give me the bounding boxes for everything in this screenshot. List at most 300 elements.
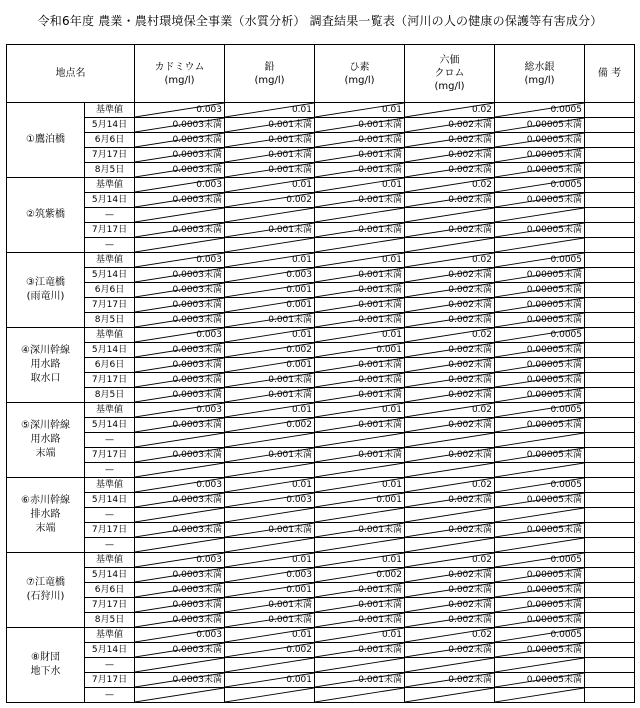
value-cell xyxy=(225,403,315,418)
sample-date: 5月14日 xyxy=(85,493,135,508)
value-cell xyxy=(495,298,585,313)
value-cell xyxy=(225,298,315,313)
value-cell xyxy=(495,628,585,643)
value-text: 0.0003未満 xyxy=(172,270,222,280)
value-text: 0.002 xyxy=(286,345,312,355)
table-row xyxy=(7,343,635,358)
value-cell xyxy=(495,568,585,583)
value-text: 0.001未満 xyxy=(358,135,402,145)
cell-slash-line xyxy=(225,433,314,447)
value-cell xyxy=(405,418,495,433)
value-cell xyxy=(495,673,585,688)
value-text: 0.003 xyxy=(196,105,222,115)
cell-slash-line xyxy=(405,463,494,477)
results-table-container xyxy=(6,44,634,700)
value-text: 0.003 xyxy=(196,555,222,565)
value-text: 0.003 xyxy=(196,405,222,415)
value-cell xyxy=(495,253,585,268)
sample-date: — xyxy=(85,508,135,523)
header-cadmium xyxy=(135,45,225,103)
value-cell xyxy=(225,103,315,118)
value-cell xyxy=(495,118,585,133)
value-text: 0.0003未満 xyxy=(172,495,222,505)
value-text: 0.0003未満 xyxy=(172,450,222,460)
table-row xyxy=(7,478,635,493)
value-cell xyxy=(135,403,225,418)
not-sampled-cell xyxy=(405,538,495,553)
table-row xyxy=(7,193,635,208)
table-row xyxy=(7,283,635,298)
value-text: 0.001未満 xyxy=(358,390,402,400)
value-text: 0.0003未満 xyxy=(172,165,222,175)
value-cell xyxy=(135,448,225,463)
remarks-cell xyxy=(585,343,635,358)
value-text: 0.00005未満 xyxy=(526,270,582,280)
cell-slash-line xyxy=(135,538,224,552)
table-row xyxy=(7,163,635,178)
table-row xyxy=(7,628,635,643)
value-cell xyxy=(225,583,315,598)
site-name: ①鷹泊橋 xyxy=(7,103,85,178)
value-cell xyxy=(495,163,585,178)
value-cell xyxy=(135,673,225,688)
value-cell xyxy=(315,163,405,178)
sample-date: 5月14日 xyxy=(85,118,135,133)
value-cell xyxy=(315,133,405,148)
sample-date: — xyxy=(85,463,135,478)
value-text: 0.01 xyxy=(291,105,312,115)
value-text: 0.0003未満 xyxy=(172,600,222,610)
table-row xyxy=(7,583,635,598)
value-cell xyxy=(225,148,315,163)
table-row xyxy=(7,178,635,193)
value-cell xyxy=(135,493,225,508)
not-sampled-cell xyxy=(225,658,315,673)
value-cell xyxy=(405,493,495,508)
value-text: 0.00005未満 xyxy=(526,420,582,430)
header-arsenic-unit: (mg/l) xyxy=(344,74,375,86)
value-cell xyxy=(315,598,405,613)
not-sampled-cell xyxy=(135,433,225,448)
value-text: 0.0003未満 xyxy=(172,615,222,625)
not-sampled-cell xyxy=(315,238,405,253)
remarks-cell xyxy=(585,568,635,583)
cell-slash-line xyxy=(135,688,224,702)
cell-slash-line xyxy=(225,508,314,522)
value-text: 0.001未満 xyxy=(358,120,402,130)
value-cell xyxy=(495,448,585,463)
value-cell xyxy=(135,418,225,433)
header-cadmium-name: カドミウム xyxy=(154,61,205,73)
remarks-cell xyxy=(585,223,635,238)
cell-slash-line xyxy=(315,688,404,702)
not-sampled-cell xyxy=(315,658,405,673)
cell-slash-line xyxy=(495,538,584,552)
not-sampled-cell xyxy=(135,658,225,673)
value-cell xyxy=(495,223,585,238)
value-text: 0.001未満 xyxy=(358,525,402,535)
sample-date: 6月6日 xyxy=(85,358,135,373)
value-text: 0.0003未満 xyxy=(172,300,222,310)
sample-date: 8月5日 xyxy=(85,613,135,628)
value-cell xyxy=(315,118,405,133)
sample-date: 8月5日 xyxy=(85,388,135,403)
cell-slash-line xyxy=(225,238,314,252)
remarks-cell xyxy=(585,193,635,208)
value-text: 0.02 xyxy=(471,105,492,115)
value-text: 0.001未満 xyxy=(358,150,402,160)
value-text: 0.001未満 xyxy=(268,150,312,160)
table-row xyxy=(7,598,635,613)
value-text: 0.00005未満 xyxy=(526,570,582,580)
value-text: 0.002未満 xyxy=(448,135,492,145)
value-cell xyxy=(405,148,495,163)
value-text: 0.0003未満 xyxy=(172,570,222,580)
value-cell xyxy=(495,328,585,343)
value-text: 0.002未満 xyxy=(448,600,492,610)
value-cell xyxy=(405,193,495,208)
value-text: 0.001 xyxy=(286,285,312,295)
cell-slash-line xyxy=(495,508,584,522)
value-cell xyxy=(135,283,225,298)
value-cell xyxy=(225,568,315,583)
value-text: 0.00005未満 xyxy=(526,315,582,325)
not-sampled-cell xyxy=(405,463,495,478)
not-sampled-cell xyxy=(315,508,405,523)
value-cell xyxy=(135,133,225,148)
value-text: 0.0003未満 xyxy=(172,135,222,145)
value-text: 0.001未満 xyxy=(268,450,312,460)
value-cell xyxy=(315,583,405,598)
value-cell xyxy=(495,313,585,328)
remarks-cell xyxy=(585,463,635,478)
remarks-cell xyxy=(585,253,635,268)
value-text: 0.003 xyxy=(196,480,222,490)
value-text: 0.002 xyxy=(286,195,312,205)
cell-slash-line xyxy=(135,238,224,252)
value-text: 0.001未満 xyxy=(268,390,312,400)
value-text: 0.001未満 xyxy=(358,615,402,625)
header-chromium-unit: (mg/l) xyxy=(434,81,465,92)
table-body xyxy=(7,103,635,703)
value-text: 0.002未満 xyxy=(448,675,492,685)
not-sampled-cell xyxy=(495,658,585,673)
not-sampled-cell xyxy=(225,433,315,448)
not-sampled-cell xyxy=(135,238,225,253)
table-row xyxy=(7,493,635,508)
remarks-cell xyxy=(585,268,635,283)
value-cell xyxy=(405,583,495,598)
results-table xyxy=(6,44,635,703)
value-text: 0.00005未満 xyxy=(526,360,582,370)
value-cell xyxy=(135,598,225,613)
table-row xyxy=(7,613,635,628)
remarks-cell xyxy=(585,358,635,373)
remarks-cell xyxy=(585,103,635,118)
table-row xyxy=(7,643,635,658)
not-sampled-cell xyxy=(495,433,585,448)
value-cell xyxy=(225,388,315,403)
value-text: 0.0003未満 xyxy=(172,315,222,325)
value-text: 0.001未満 xyxy=(358,315,402,325)
value-cell xyxy=(135,148,225,163)
cell-slash-line xyxy=(315,463,404,477)
value-text: 0.001未満 xyxy=(268,600,312,610)
value-text: 0.001未満 xyxy=(268,165,312,175)
value-cell xyxy=(405,448,495,463)
cell-slash-line xyxy=(315,538,404,552)
sample-date: 7月17日 xyxy=(85,448,135,463)
value-cell xyxy=(495,268,585,283)
value-text: 0.001未満 xyxy=(268,615,312,625)
value-text: 0.00005未満 xyxy=(526,495,582,505)
value-cell xyxy=(315,628,405,643)
value-cell xyxy=(495,613,585,628)
value-cell xyxy=(495,373,585,388)
header-lead-unit: (mg/l) xyxy=(254,74,285,86)
value-cell xyxy=(225,613,315,628)
value-cell xyxy=(135,313,225,328)
value-cell xyxy=(315,253,405,268)
value-text: 0.001 xyxy=(286,360,312,370)
value-text: 0.00005未満 xyxy=(526,675,582,685)
table-row xyxy=(7,538,635,553)
sample-date: — xyxy=(85,433,135,448)
value-text: 0.02 xyxy=(471,630,492,640)
sample-date: — xyxy=(85,688,135,703)
value-text: 0.02 xyxy=(471,330,492,340)
value-text: 0.0005 xyxy=(550,180,582,190)
remarks-cell xyxy=(585,688,635,703)
table-row xyxy=(7,433,635,448)
remarks-cell xyxy=(585,508,635,523)
site-name: ③江竜橋 (雨竜川) xyxy=(7,253,85,328)
remarks-cell xyxy=(585,553,635,568)
value-cell xyxy=(225,553,315,568)
value-cell xyxy=(315,103,405,118)
value-text: 0.002未満 xyxy=(448,300,492,310)
table-row xyxy=(7,553,635,568)
value-text: 0.002未満 xyxy=(448,360,492,370)
not-sampled-cell xyxy=(405,688,495,703)
value-text: 0.002未満 xyxy=(448,375,492,385)
value-cell xyxy=(315,373,405,388)
value-cell xyxy=(135,163,225,178)
value-text: 0.002未満 xyxy=(448,525,492,535)
value-text: 0.0005 xyxy=(550,330,582,340)
table-row xyxy=(7,103,635,118)
value-text: 0.00005未満 xyxy=(526,285,582,295)
value-cell xyxy=(405,643,495,658)
table-row xyxy=(7,238,635,253)
cell-slash-line xyxy=(495,658,584,672)
value-text: 0.001未満 xyxy=(358,600,402,610)
value-text: 0.001未満 xyxy=(268,315,312,325)
remarks-cell xyxy=(585,433,635,448)
value-text: 0.0003未満 xyxy=(172,360,222,370)
value-cell xyxy=(405,358,495,373)
cell-slash-line xyxy=(495,238,584,252)
value-text: 0.0005 xyxy=(550,630,582,640)
value-cell xyxy=(135,343,225,358)
value-cell xyxy=(405,613,495,628)
not-sampled-cell xyxy=(225,208,315,223)
header-chromium xyxy=(405,45,495,103)
value-text: 0.002 xyxy=(286,420,312,430)
table-row xyxy=(7,328,635,343)
value-cell xyxy=(315,313,405,328)
sample-date: 6月6日 xyxy=(85,283,135,298)
value-text: 0.002 xyxy=(286,645,312,655)
value-text: 0.001未満 xyxy=(358,375,402,385)
value-cell xyxy=(225,418,315,433)
table-row xyxy=(7,148,635,163)
value-cell xyxy=(405,133,495,148)
not-sampled-cell xyxy=(495,463,585,478)
table-row xyxy=(7,388,635,403)
sample-date: — xyxy=(85,658,135,673)
value-text: 0.0005 xyxy=(550,105,582,115)
value-cell xyxy=(315,328,405,343)
value-cell xyxy=(495,133,585,148)
document-title: 令和6年度 農業・農村環境保全事業（水質分析） 調査結果一覧表（河川の人の健康の保護等有害成分） xyxy=(37,14,603,28)
value-text: 0.01 xyxy=(291,555,312,565)
value-text: 0.00005未満 xyxy=(526,120,582,130)
value-text: 0.01 xyxy=(381,255,402,265)
value-cell xyxy=(495,583,585,598)
value-text: 0.01 xyxy=(381,480,402,490)
value-text: 0.0003未満 xyxy=(172,345,222,355)
value-text: 0.001未満 xyxy=(268,135,312,145)
value-cell xyxy=(225,448,315,463)
cell-slash-line xyxy=(405,508,494,522)
value-cell xyxy=(225,283,315,298)
not-sampled-cell xyxy=(495,208,585,223)
value-text: 0.0003未満 xyxy=(172,120,222,130)
value-cell xyxy=(135,298,225,313)
value-text: 0.0003未満 xyxy=(172,150,222,160)
header-row xyxy=(7,45,635,103)
value-cell xyxy=(405,163,495,178)
header-arsenic-name: ひ素 xyxy=(349,61,370,73)
not-sampled-cell xyxy=(135,463,225,478)
value-text: 0.002未満 xyxy=(448,120,492,130)
value-text: 0.003 xyxy=(196,255,222,265)
value-text: 0.001 xyxy=(286,675,312,685)
value-cell xyxy=(315,358,405,373)
value-text: 0.002未満 xyxy=(448,495,492,505)
remarks-cell xyxy=(585,388,635,403)
value-text: 0.002 xyxy=(376,570,402,580)
value-cell xyxy=(495,643,585,658)
table-row xyxy=(7,208,635,223)
sample-date: 6月6日 xyxy=(85,133,135,148)
site-name: ⑤深川幹線 用水路 末端 xyxy=(7,403,85,478)
table-row xyxy=(7,658,635,673)
sample-date: — xyxy=(85,238,135,253)
value-cell xyxy=(405,313,495,328)
value-cell xyxy=(495,418,585,433)
value-cell xyxy=(405,523,495,538)
value-text: 0.01 xyxy=(291,480,312,490)
not-sampled-cell xyxy=(135,208,225,223)
value-text: 0.0003未満 xyxy=(172,525,222,535)
value-text: 0.001未満 xyxy=(358,195,402,205)
cell-slash-line xyxy=(315,208,404,222)
value-cell xyxy=(135,523,225,538)
value-cell xyxy=(135,268,225,283)
value-cell xyxy=(135,373,225,388)
value-text: 0.003 xyxy=(196,330,222,340)
cell-slash-line xyxy=(135,463,224,477)
not-sampled-cell xyxy=(225,463,315,478)
remarks-cell xyxy=(585,673,635,688)
not-sampled-cell xyxy=(135,538,225,553)
header-location: 地点名 xyxy=(7,45,135,103)
value-text: 0.002未満 xyxy=(448,450,492,460)
value-cell xyxy=(405,673,495,688)
table-row xyxy=(7,403,635,418)
remarks-cell xyxy=(585,328,635,343)
value-cell xyxy=(405,328,495,343)
not-sampled-cell xyxy=(405,508,495,523)
remarks-cell xyxy=(585,238,635,253)
sample-date: 5月14日 xyxy=(85,268,135,283)
value-cell xyxy=(135,103,225,118)
value-cell xyxy=(225,358,315,373)
value-text: 0.002未満 xyxy=(448,420,492,430)
value-text: 0.001 xyxy=(286,300,312,310)
not-sampled-cell xyxy=(225,238,315,253)
not-sampled-cell xyxy=(315,688,405,703)
table-row xyxy=(7,373,635,388)
value-cell xyxy=(405,388,495,403)
sample-date: 6月6日 xyxy=(85,583,135,598)
remarks-cell xyxy=(585,373,635,388)
value-cell xyxy=(225,493,315,508)
value-text: 0.0005 xyxy=(550,405,582,415)
header-mercury-unit: (mg/l) xyxy=(524,74,555,86)
value-cell xyxy=(135,388,225,403)
not-sampled-cell xyxy=(405,658,495,673)
value-cell xyxy=(495,553,585,568)
value-cell xyxy=(495,598,585,613)
sample-date: 基準値 xyxy=(85,403,135,418)
remarks-cell xyxy=(585,118,635,133)
value-text: 0.0003未満 xyxy=(172,585,222,595)
value-text: 0.00005未満 xyxy=(526,450,582,460)
value-text: 0.001未満 xyxy=(268,120,312,130)
value-text: 0.02 xyxy=(471,480,492,490)
sample-date: 5月14日 xyxy=(85,568,135,583)
value-text: 0.01 xyxy=(291,180,312,190)
value-cell xyxy=(495,358,585,373)
remarks-cell xyxy=(585,133,635,148)
value-text: 0.00005未満 xyxy=(526,600,582,610)
value-cell xyxy=(495,478,585,493)
value-cell xyxy=(225,373,315,388)
value-text: 0.001未満 xyxy=(268,525,312,535)
value-cell xyxy=(495,403,585,418)
cell-slash-line xyxy=(315,433,404,447)
cell-slash-line xyxy=(495,433,584,447)
value-cell xyxy=(405,343,495,358)
remarks-cell xyxy=(585,163,635,178)
value-cell xyxy=(315,493,405,508)
cell-slash-line xyxy=(405,538,494,552)
remarks-cell xyxy=(585,583,635,598)
value-text: 0.002未満 xyxy=(448,270,492,280)
